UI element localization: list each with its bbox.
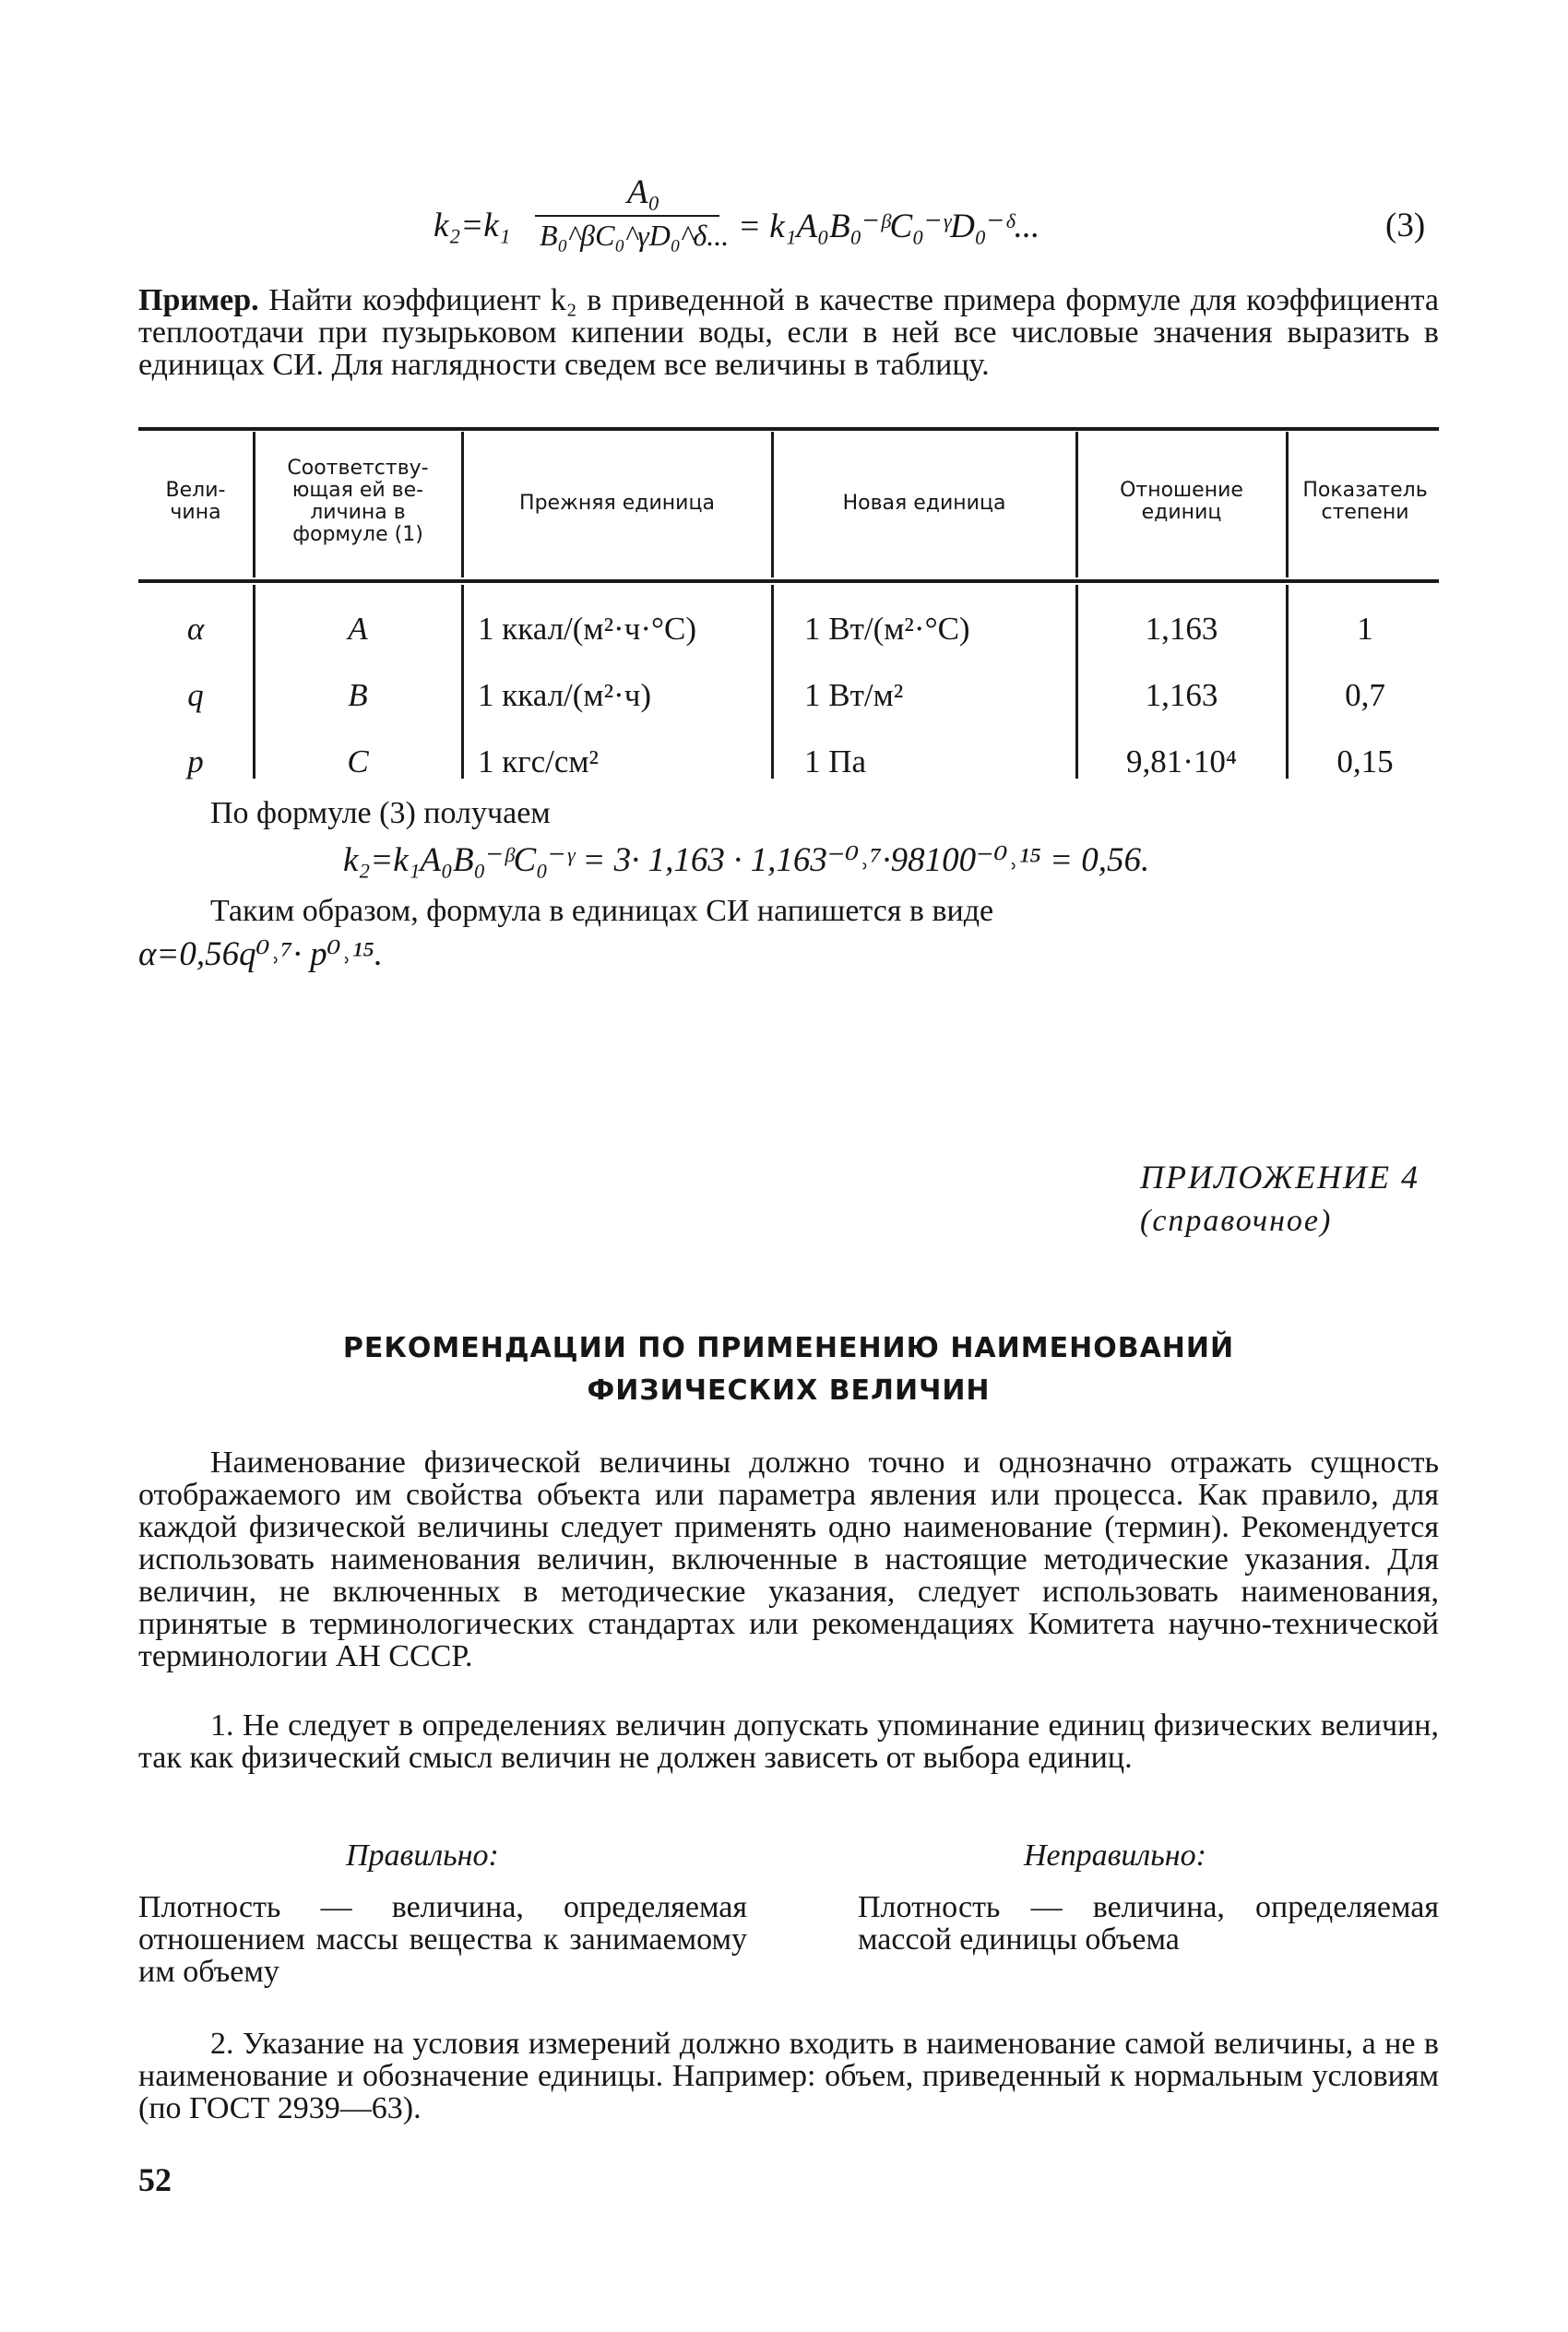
formula-3 — [434, 173, 1171, 263]
table-cell: 9,81·10⁴ — [1125, 744, 1238, 779]
table-header-rule — [138, 579, 1439, 583]
table-cell: 1 ккал/(м²·ч) — [478, 677, 651, 713]
table-top-rule — [138, 427, 1439, 431]
incorrect-label: Неправильно: — [1024, 1838, 1206, 1873]
calc-intro: По формуле (3) получаем — [210, 796, 551, 830]
section-heading-line2: ФИЗИЧЕСКИХ ВЕЛИЧИН — [587, 1374, 991, 1407]
formula-lhs: k₂=k₁ — [434, 207, 511, 244]
col-divider — [771, 585, 774, 779]
example-text: Найти коэффициент k₂ в приведенной в качестве примера формуле для коэффициента теплоотдачи при пузырьковом кипении воды, если в ней все числовые значения выразить в единицах СИ. Для наглядности сведем все величины в таблицу. — [138, 283, 1439, 382]
paragraph-1: Наименование физической величины должно точно и однозначно отражать сущность отображаемого им свойства объекта или параметра явления или процесса. Как правило, для каждой физической величины следует применять одно наименование (термин). Рекомендуется использовать наименования величин, включенные в настоящие методические указания. Для величин, не включенных в методические указания, следует использовать наименования, принятые в терминологических стандартах или рекомендациях Комитета научно-технической терминологии АН СССР. — [138, 1446, 1439, 1673]
page-number: 52 — [138, 2161, 172, 2198]
col-divider — [1075, 432, 1078, 577]
incorrect-text: Плотность — величина, определяемая массой единицы объема — [858, 1890, 1439, 1957]
table-cell: 1 Вт/(м²·°С) — [804, 611, 970, 647]
result-line: Таким образом, формула в единицах СИ напишется в виде — [210, 894, 994, 928]
appendix-subtitle: (справочное) — [1140, 1204, 1333, 1238]
header-pokazatel: Показатель степени — [1302, 479, 1428, 524]
col-divider — [461, 585, 464, 779]
header-prezhnyaya-edinica: Прежняя единица — [519, 492, 715, 515]
table-cell: 1 Вт/м² — [804, 677, 904, 713]
example-paragraph — [138, 284, 1439, 381]
table-cell: 1 Па — [804, 744, 867, 779]
col-divider — [771, 432, 774, 577]
header-velichina: Вели- чина — [165, 479, 226, 524]
formula-denominator: B₀^βC₀^γD₀^δ... — [540, 219, 730, 252]
table-cell: 1 ккал/(м²·ч·°С) — [478, 611, 696, 647]
table-cell: 1,163 — [1145, 677, 1218, 713]
paragraph-2: 1. Не следует в определениях величин допускать упоминание единиц физических величин, так как физический смысл величин не должен зависеть от выбора единиц. — [138, 1708, 1439, 1775]
table-cell: q — [187, 677, 204, 713]
table-cell: 0,15 — [1336, 744, 1394, 779]
table-cell: C — [347, 744, 369, 779]
formula-number: (3) — [1385, 207, 1426, 244]
header-otnoshenie: Отношение единиц — [1120, 479, 1243, 524]
correct-label: Правильно: — [346, 1838, 499, 1873]
col-divider — [461, 432, 464, 577]
col-divider — [253, 432, 255, 577]
paragraph-3: 2. Указание на условия измерений должно входить в наименование самой величины, а не в наименование и обозначение единицы. Например: объем, приведенный к нормальным условиям (по ГОСТ 2939—63). — [138, 2027, 1439, 2125]
example-label: Пример. — [138, 283, 259, 317]
formula-rhs: = k₁A₀B₀⁻ᵝC₀⁻ᵞD₀⁻ᵟ... — [738, 208, 1040, 245]
col-divider — [1075, 585, 1078, 779]
table-cell: 1,163 — [1145, 611, 1218, 647]
calc-formula: k₂=k₁A₀B₀⁻ᵝC₀⁻ᵞ = 3· 1,163 · 1,163⁻⁰˒⁷·98100⁻⁰˒¹⁵ = 0,56. — [343, 841, 1150, 879]
header-sootvetstvuyushchaya: Соответству- ющая ей ве- личина в формуле (1) — [287, 457, 429, 546]
table-cell: B — [348, 677, 368, 713]
section-heading-line1: РЕКОМЕНДАЦИИ ПО ПРИМЕНЕНИЮ НАИМЕНОВАНИЙ — [342, 1332, 1235, 1364]
table-cell: A — [348, 611, 368, 647]
table-cell: 1 кгс/см² — [478, 744, 600, 779]
fraction-bar — [535, 215, 719, 217]
table-cell: 1 — [1357, 611, 1373, 647]
appendix-title: ПРИЛОЖЕНИЕ 4 — [1140, 1159, 1420, 1196]
formula-numerator: A₀ — [627, 173, 660, 211]
correct-text: Плотность — величина, определяемая отношением массы вещества к занимаемому им объему — [138, 1890, 747, 1989]
table-cell: 0,7 — [1345, 677, 1385, 713]
table-cell: α — [186, 611, 205, 647]
col-divider — [253, 585, 255, 779]
table-cell: p — [187, 744, 204, 779]
header-novaya-edinica: Новая единица — [842, 492, 1006, 515]
result-formula: α=0,56q⁰˒⁷· p⁰˒¹⁵. — [138, 935, 384, 973]
